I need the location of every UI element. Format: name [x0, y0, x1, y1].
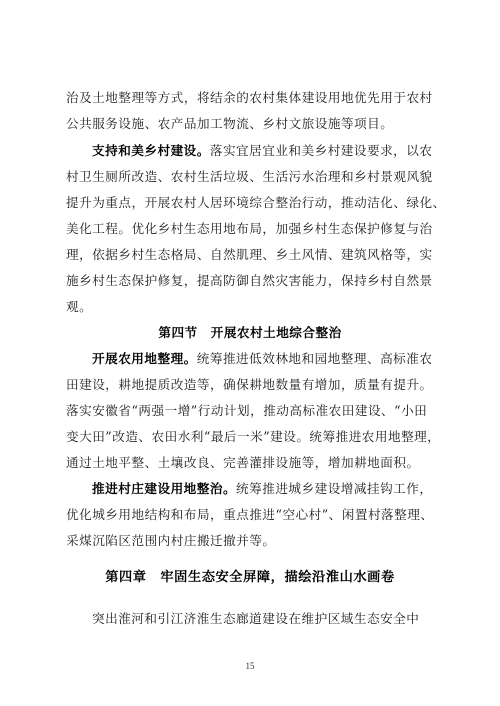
body-line: 理，依据乡村生态格局、自然肌理、乡土风情、建筑风格等，实: [66, 247, 433, 262]
body-line: 治及土地整理等方式，将结余的农村集体建设用地优先用于农村: [66, 90, 433, 105]
page-number: 15: [245, 661, 255, 671]
body-line: 落实安徽省“两强一增”行动计划，推动高标准农田建设、“小田: [66, 403, 428, 418]
body-line: 观。: [66, 299, 93, 314]
body-line: 田建设，耕地提质改造等，确保耕地数量有增加，质量有提升。: [66, 377, 433, 392]
paragraph-text: 统筹推进低效林地和园地整理、高标准农: [196, 351, 433, 366]
body-line: 优化城乡用地结构和布局，重点推进“空心村”、闲置村落整理、: [66, 507, 434, 522]
paragraph-heading: 推进村庄建设用地整治。: [92, 481, 237, 496]
paragraph-heading: 开展农用地整理。: [92, 351, 197, 366]
paragraph-first-line: [92, 141, 434, 161]
chapter-heading: 第四章 牢固生态安全屏障，描绘沿淮山水画卷: [105, 570, 395, 585]
body-line: 提升为重点，开展农村人居环境综合整治行动，推动洁化、绿化、: [66, 195, 446, 210]
paragraph-text: 落实宜居宜业和美乡村建设要求，以农: [209, 143, 433, 158]
body-line: 采煤沉陷区范围内村庄搬迁撤并等。: [66, 533, 276, 548]
paragraph-text: 统筹推进城乡建设增减挂钩工作，: [236, 481, 433, 496]
body-line: 通过土地平整、土壤改良、完善灌排设施等，增加耕地面积。: [66, 455, 420, 470]
body-line: 公共服务设施、农产品加工物流、乡村文旅设施等项目。: [66, 116, 394, 131]
paragraph-first-line: [92, 479, 434, 499]
body-line: 村卫生厕所改造、农村生活垃圾、生活污水治理和乡村景观风貌: [66, 169, 433, 184]
body-line: 美化工程。优化乡村生态用地布局，加强乡村生态保护修复与治: [66, 221, 433, 236]
body-line: 变大田”改造、农田水利“最后一米”建设。统筹推进农用地整理，: [66, 429, 441, 444]
paragraph-heading: 支持和美乡村建设。: [92, 143, 210, 158]
paragraph-first-line: 突出淮河和引江济淮生态廊道建设在维护区域生态安全中: [92, 611, 420, 626]
section-heading: 第四节 开展农村土地综合整治: [158, 325, 342, 340]
paragraph-first-line: [92, 349, 434, 369]
body-line: 施乡村生态保护修复，提高防御自然灾害能力，保持乡村自然景: [66, 273, 433, 288]
